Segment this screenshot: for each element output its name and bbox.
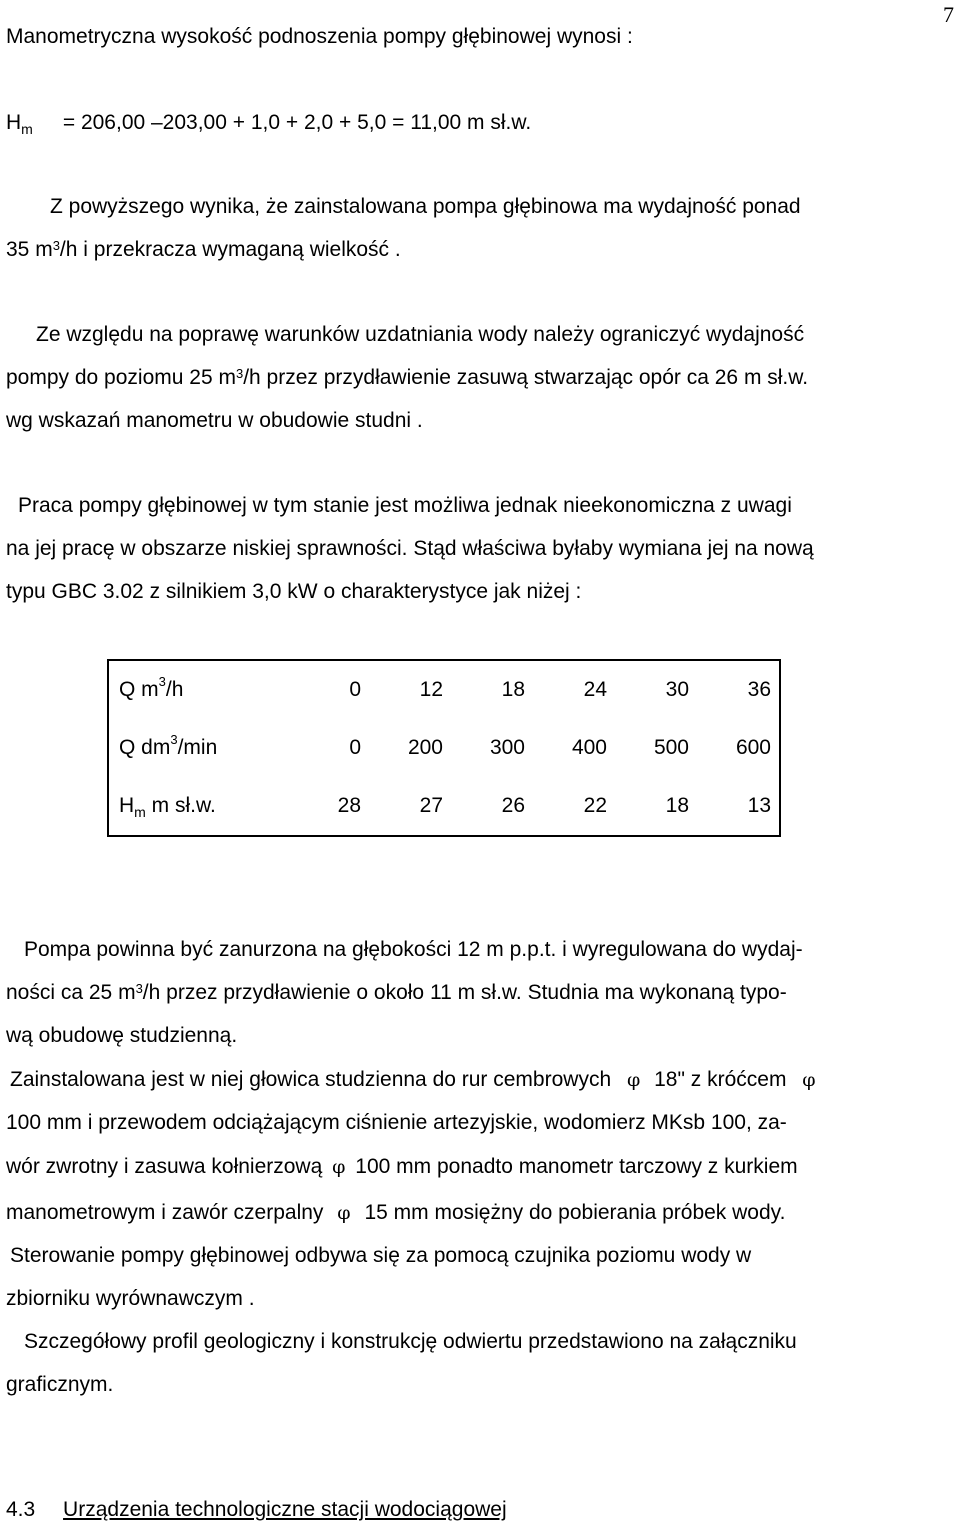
table-row xyxy=(108,660,780,719)
para5-line2: 100 mm i przewodem odciążającym ciśnienie artezyjskie, wodomierz MKsb 100, za- xyxy=(6,1111,787,1134)
row-header-flow-m3h: Q $m^3/h$ xyxy=(119,674,184,701)
para5-text-e: manometrowym i zawór czerpalny xyxy=(6,1201,324,1224)
table-row xyxy=(108,719,780,777)
para6-line1: Sterowanie pompy głębinowej odbywa się za pomocą czujnika poziomu wody w xyxy=(10,1244,752,1267)
eq-symbol: H xyxy=(6,111,22,134)
para4-text-b: /h przez przydławienie o około 11 m sł.w. Studnia ma wykonaną typo- xyxy=(142,981,787,1004)
table-cell: 18 xyxy=(501,678,525,701)
para2-sup: 3 xyxy=(235,366,244,381)
para3-line2: na jej pracę w obszarze niskiej sprawności. Stąd właściwa byłaby wymiana jej na nową xyxy=(6,537,814,560)
table-cell: 13 xyxy=(747,794,771,817)
diameter-symbol: φ xyxy=(802,1069,816,1091)
para2-line3: wg wskazań manometru w obudowie studni . xyxy=(6,409,423,432)
table-cell: 36 xyxy=(747,678,771,701)
para5-text-c: wór zwrotny i zasuwa kołnierzową xyxy=(6,1155,323,1178)
table-cell: 200 xyxy=(407,736,443,759)
para5-text-d: 100 mm ponadto manometr tarczowy z kurkiem xyxy=(355,1155,798,1178)
table-row xyxy=(108,777,780,836)
page-number: 7 xyxy=(943,2,954,27)
para4-line2 xyxy=(6,981,787,1005)
para4-text-a: ności ca 25 m xyxy=(6,981,136,1004)
diameter-symbol: φ xyxy=(626,1069,641,1091)
table-cell: 0 xyxy=(349,736,361,759)
para3-line1: Praca pompy głębinowej w tym stanie jest możliwa jednak nieekonomiczna z uwagi xyxy=(18,494,792,517)
intro-line: Manometryczna wysokość podnoszenia pompy głębinowej wynosi : xyxy=(6,25,633,48)
section-heading xyxy=(6,1498,507,1522)
para1-line1-text: Z powyższego wynika, że zainstalowana pompa głębinowa ma wydajność ponad xyxy=(50,195,801,218)
table-cell: 30 xyxy=(665,678,689,701)
para1-line1 xyxy=(50,195,954,219)
para2-text-a: pompy do poziomu 25 m xyxy=(6,366,236,389)
head-equation xyxy=(6,111,531,136)
para5-text-a: Zainstalowana jest w niej głowica studzienna do rur cembrowych xyxy=(10,1068,612,1091)
para4-sup: 3 xyxy=(135,981,143,996)
diameter-symbol: φ xyxy=(337,1202,351,1224)
para2-text-b: /h przez przydławienie zasuwą stwarzając opór ca 26 m sł.w. xyxy=(243,366,809,389)
table-cell: 28 xyxy=(337,794,361,817)
para7-line2: graficznym. xyxy=(6,1373,114,1396)
para1-text-b: /h i przekracza wymaganą wielkość . xyxy=(59,238,401,261)
eq-subscript: m xyxy=(21,121,33,137)
table-cell: 26 xyxy=(501,794,525,817)
para1-sup: 3 xyxy=(52,238,60,253)
table-cell: 500 xyxy=(653,736,689,759)
table-cell: 22 xyxy=(583,794,607,817)
table-cell: 0 xyxy=(349,678,361,701)
para2-line2 xyxy=(6,366,808,390)
section-title: Urządzenia technologiczne stacji wodociągowej xyxy=(63,1498,507,1521)
para7-line1: Szczegółowy profil geologiczny i konstrukcję odwiertu przedstawiono na załączniku xyxy=(24,1330,797,1353)
table-cell: 24 xyxy=(583,678,607,701)
table-cell: 300 xyxy=(489,736,525,759)
para5-line4 xyxy=(6,1201,785,1225)
table-cell: 18 xyxy=(665,794,689,817)
section-number: 4.3 xyxy=(6,1498,36,1521)
row-header-head: $H_m$ m sł.w. xyxy=(119,794,216,820)
table-cell: 27 xyxy=(419,794,443,817)
para3-line3: typu GBC 3.02 z silnikiem 3,0 kW o charakterystyce jak niżej : xyxy=(6,580,582,603)
diameter-symbol: φ xyxy=(332,1156,346,1178)
eq-expression: = 206,00 –203,00 + 1,0 + 2,0 + 5,0 = 11,00 m sł.w. xyxy=(62,111,532,134)
para4-line1: Pompa powinna być zanurzona na głębokości 12 m p.p.t. i wyregulowana do wydaj- xyxy=(24,938,803,961)
row-header-flow-dm3min: Q $dm^3/\min$ xyxy=(119,732,218,759)
para1-text-a: 35 m xyxy=(6,238,53,261)
table-cell: 12 xyxy=(419,678,443,701)
table-cell: 400 xyxy=(571,736,607,759)
para5-line3 xyxy=(6,1155,798,1179)
para1-line2 xyxy=(6,238,401,262)
para6-line2: zbiorniku wyrównawczym . xyxy=(6,1287,255,1310)
para4-line3: wą obudowę studzienną. xyxy=(6,1024,238,1047)
table-cell: 600 xyxy=(735,736,771,759)
para5-text-b: 18" z króćcem xyxy=(654,1068,787,1091)
pump-characteristic-table xyxy=(107,659,781,837)
para2-line1: Ze względu na poprawę warunków uzdatniania wody należy ograniczyć wydajność xyxy=(36,323,805,346)
para5-text-f: 15 mm mosiężny do pobierania próbek wody. xyxy=(364,1201,786,1224)
para5-line1 xyxy=(10,1068,816,1092)
